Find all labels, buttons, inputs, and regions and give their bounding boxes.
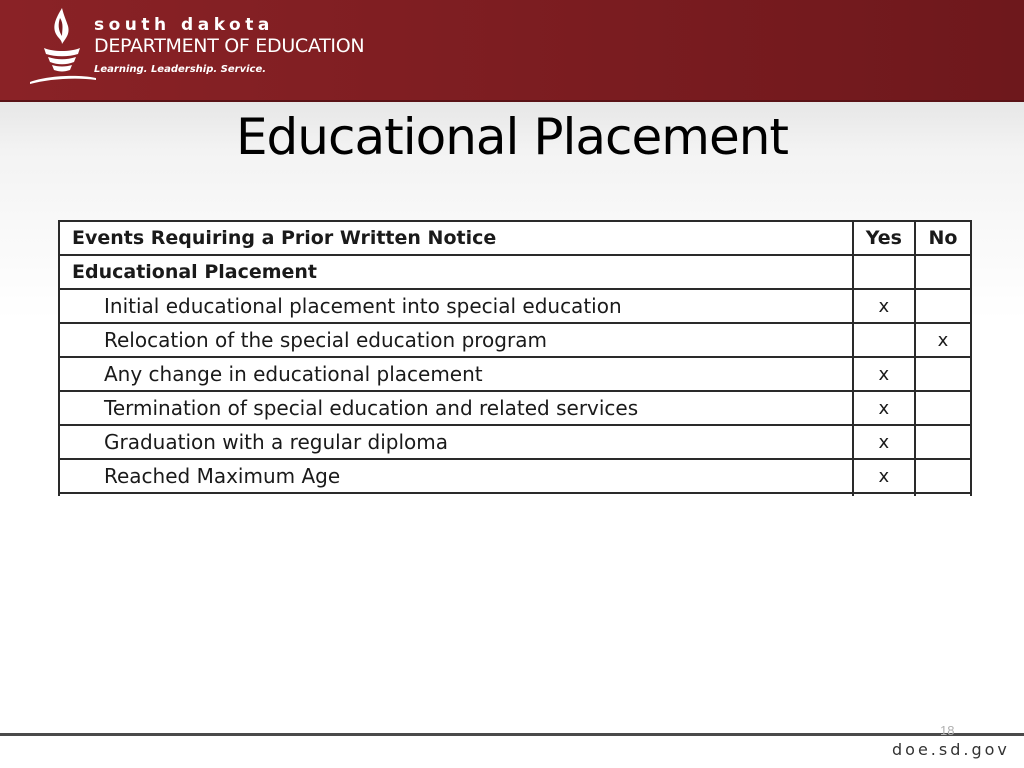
logo-wordmark [94,16,364,77]
event-cell: Graduation with a regular diploma [59,425,853,459]
no-mark-cell [915,357,971,391]
yes-mark-cell [853,323,915,357]
table-row [59,391,971,425]
table-row [59,323,971,357]
table-section-row [59,255,971,289]
no-mark-cell: x [915,323,971,357]
logo-state-name: south dakota [94,15,274,35]
table-row [59,425,971,459]
table-header-row [59,221,971,255]
column-header-no: No [915,221,971,255]
yes-mark-cell: x [853,459,915,493]
table-row [59,459,971,493]
event-cell: Relocation of the special education program [59,323,853,357]
no-mark-cell [915,289,971,323]
footer-url: doe.sd.gov [892,740,1010,759]
header-banner [0,0,1024,102]
no-mark-cell [915,391,971,425]
column-header-events: Events Requiring a Prior Written Notice [59,221,853,255]
yes-mark-cell: x [853,425,915,459]
placement-table-container [58,220,972,496]
section-label: Educational Placement [59,255,853,289]
event-cell: Any change in educational placement [59,357,853,391]
event-cell: Initial educational placement into special education [59,289,853,323]
table-row [59,289,971,323]
event-cell: Reached Maximum Age [59,459,853,493]
column-header-yes: Yes [853,221,915,255]
yes-mark-cell: x [853,289,915,323]
event-cell: Termination of special education and related services [59,391,853,425]
yes-mark-cell: x [853,357,915,391]
table-row [59,357,971,391]
section-yes-cell [853,255,915,289]
no-mark-cell [915,425,971,459]
yes-mark-cell: x [853,391,915,425]
section-no-cell [915,255,971,289]
logo-tagline: Learning. Leadership. Service. [94,64,267,75]
placement-table [58,220,972,496]
table-row-cropped [59,493,971,496]
no-mark-cell [915,459,971,493]
logo-department-name: DEPARTMENT OF EDUCATION [94,35,365,57]
slide-title: Educational Placement [235,108,789,166]
torch-logo-icon [26,4,98,84]
footer-divider [0,733,1024,736]
page-number: 18 [940,723,955,738]
